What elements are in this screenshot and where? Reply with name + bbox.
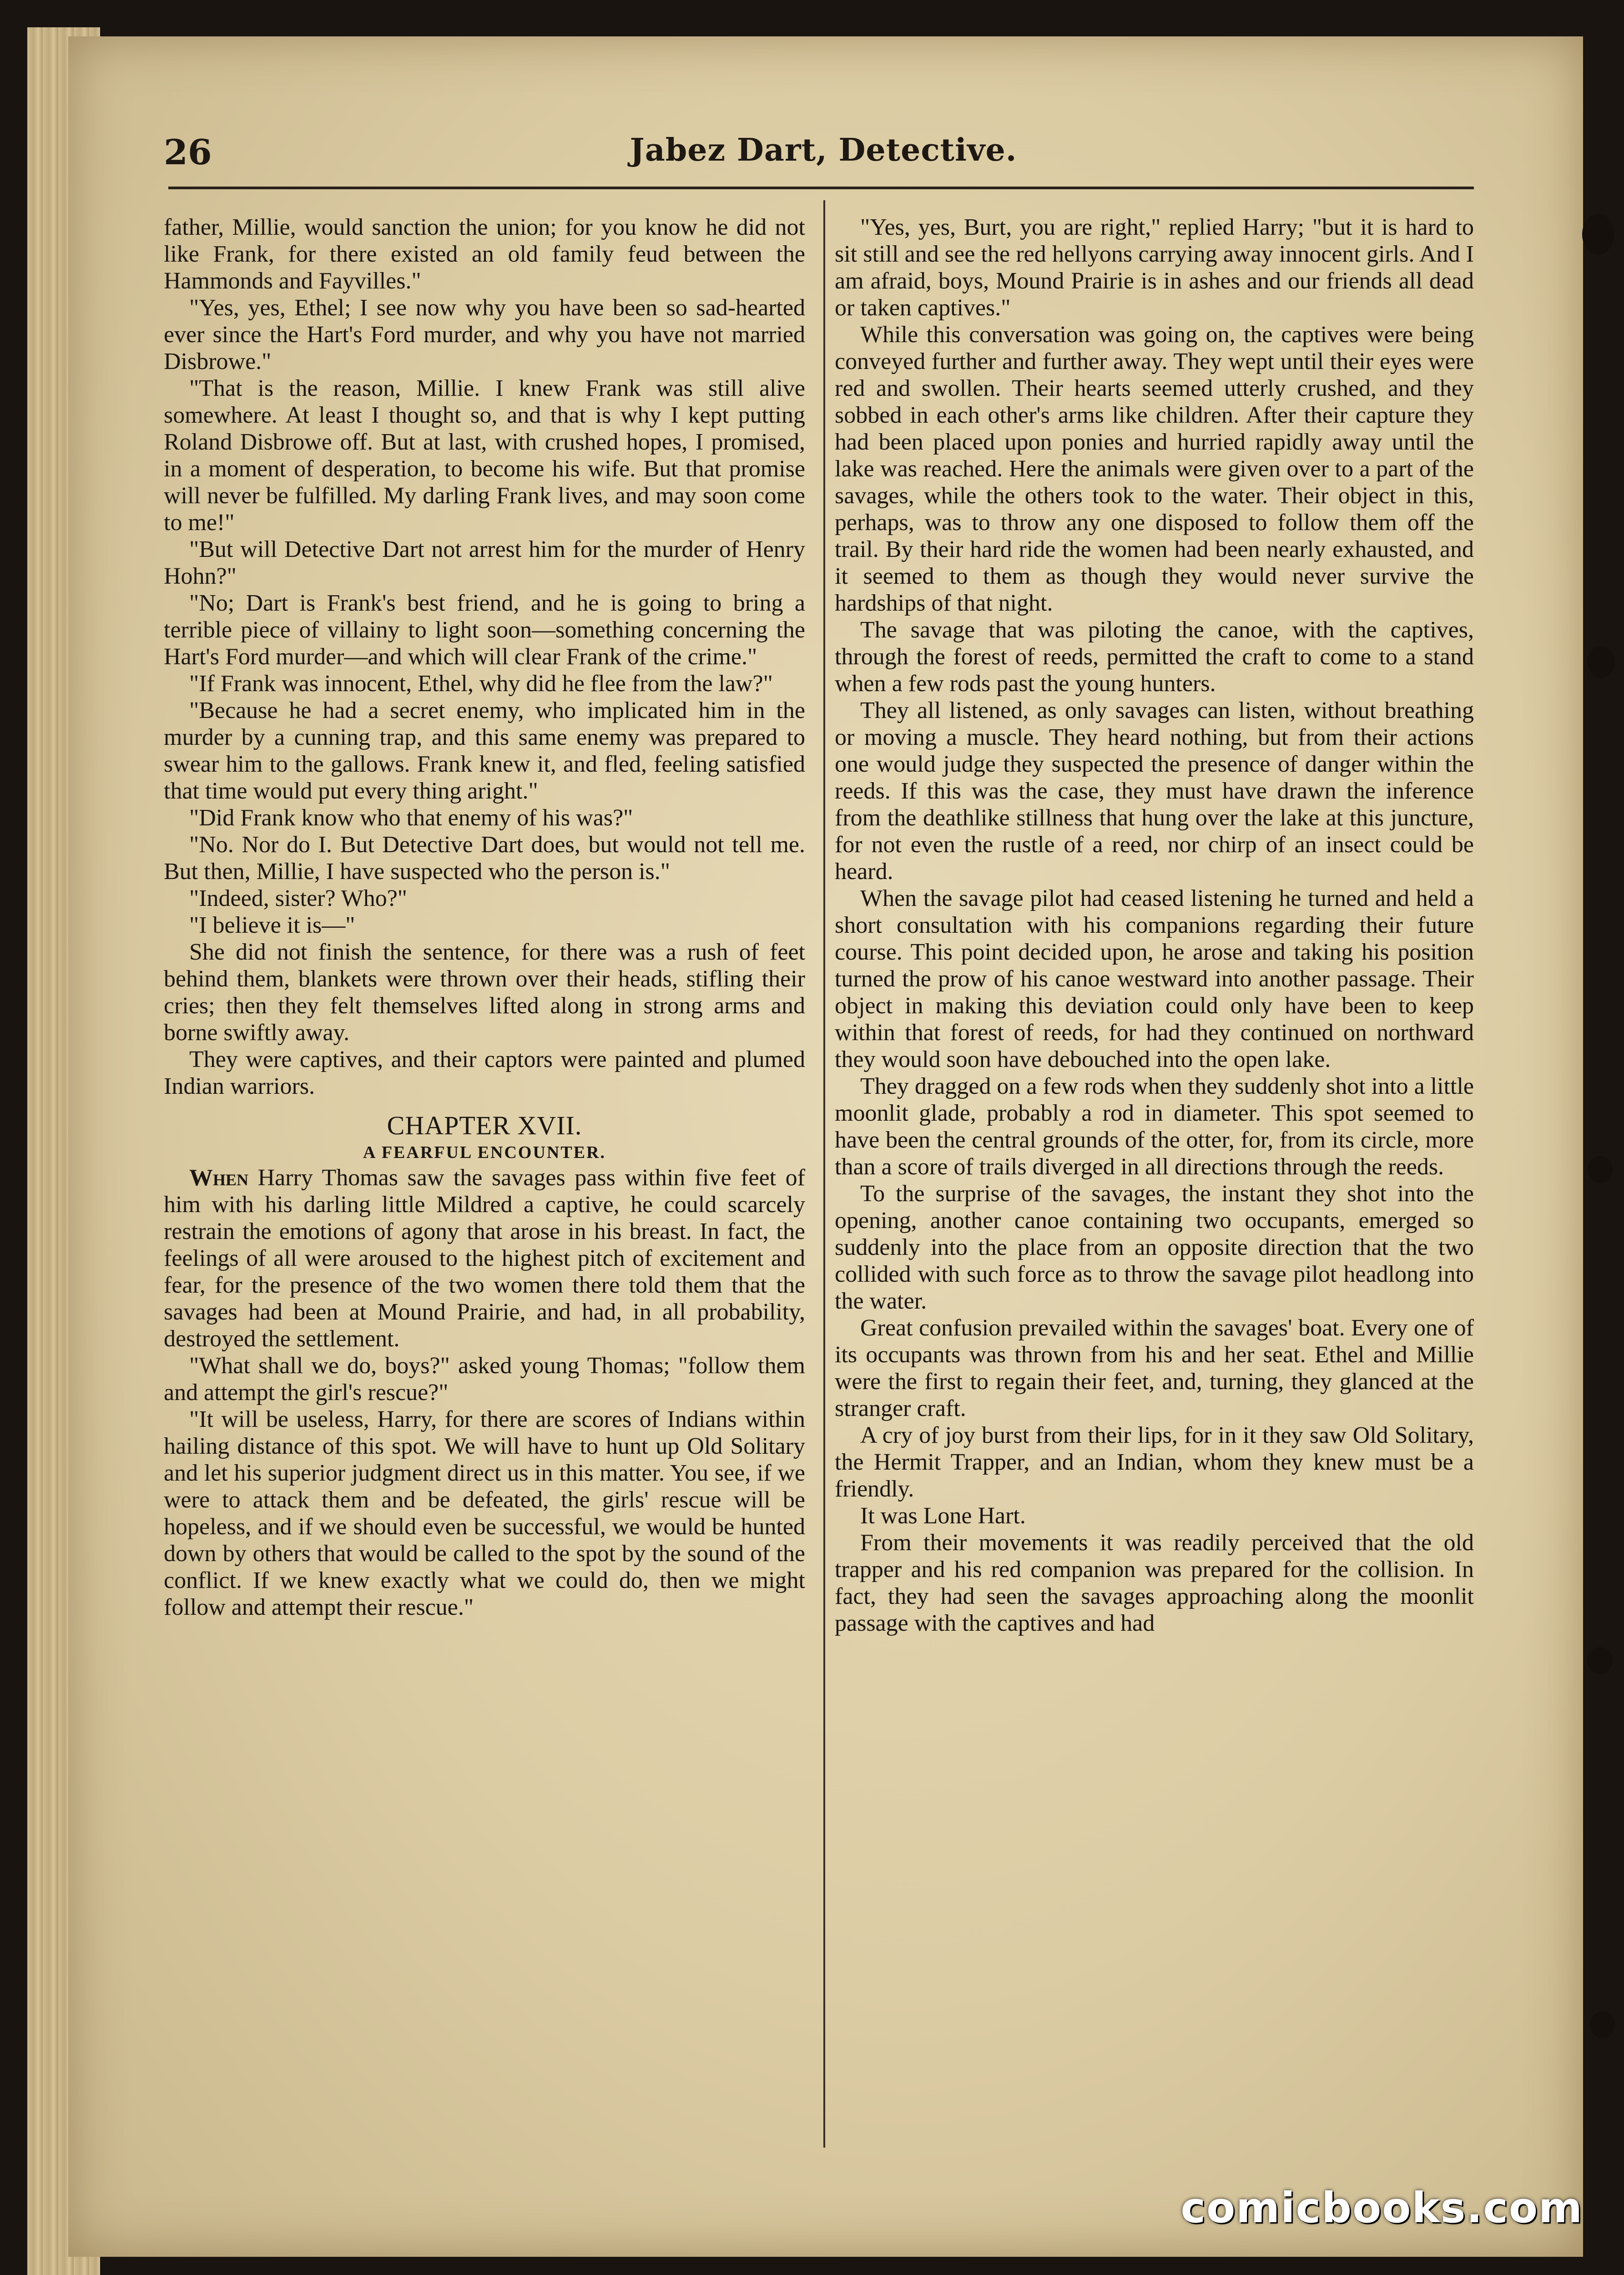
- paragraph: father, Millie, would sanction the union; for you know he did not like Frank, for there existed an old family feud between the Hammonds and Fayvilles.": [164, 214, 805, 294]
- paragraph: While this conversation was going on, the captives were being conveyed further and further away. They wept until their eyes were red and swollen. Their hearts seemed utterly crushed, and they sobbed in each other's arms like children. After their capture they had been placed upon ponies and hurried rapidly away until the lake was reached. Here the animals were given over to a part of the savages, while the others took to the water. Their object in this, perhaps, was to throw any one disposed to follow them off the trail. By their hard ride the women had been nearly exhausted, and it seemed to them as though they would never survive the hardships of that night.: [835, 322, 1474, 616]
- binding-hole: [1590, 2011, 1615, 2038]
- paragraph: They dragged on a few rods when they suddenly shot into a little moonlit glade, probably a rod in diameter. This spot seemed to have been the central grounds of the otter, for, from its circle, more than a score of trails diverged in all directions through the reeds.: [835, 1073, 1474, 1180]
- paragraph: They all listened, as only savages can listen, without breathing or moving a muscle. They heard nothing, but from their actions one would judge they suspected the presence of danger within the reeds. If this was the case, they must have drawn the inference from the deathlike stillness that hung over the lake at this juncture, for not even the rustle of a reed, nor chirp of an insect could be heard.: [835, 698, 1474, 885]
- chapter-opening-text: Harry Thomas saw the savages pass within five feet of him with his darling little Mildred a captive, he could scarcely restrain the emotions of agony that arose in his breast. In fact, the feelings of all were aroused to the highest pitch of excitement and fear, for the presence of the two women there told them that the savages had been at Mound Prairie, and had, in all probability, destroyed the settlement.: [164, 1165, 805, 1352]
- running-title: Jabez Dart, Detective.: [630, 132, 1017, 168]
- paragraph: It was Lone Hart.: [860, 1503, 1026, 1529]
- running-head: [164, 132, 1474, 182]
- paragraph: She did not finish the sentence, for there was a rush of feet behind them, blankets were thrown over their heads, stifling their cries; then they felt themselves lifted along in strong arms and borne swiftly away.: [164, 939, 805, 1046]
- binding-hole: [1588, 1647, 1613, 1674]
- paragraph: "If Frank was innocent, Ethel, why did he flee from the law?": [189, 671, 773, 697]
- chapter-opening-paragraph: [164, 1164, 805, 1352]
- column-divider: [823, 200, 825, 2148]
- chapter-first-word: When: [189, 1165, 249, 1191]
- right-column: [835, 214, 1474, 2166]
- paragraph: They were captives, and their captors were painted and plumed Indian warriors.: [164, 1046, 805, 1099]
- paragraph: "Indeed, sister? Who?": [189, 885, 407, 911]
- paragraph: A cry of joy burst from their lips, for in it they saw Old Solitary, the Hermit Trapper, and an Indian, whom they knew must be a friendly.: [835, 1422, 1474, 1502]
- paragraph: Great confusion prevailed within the savages' boat. Every one of its occupants was thrown from his and her seat. Ethel and Millie were the first to regain their feet, and, turning, they glanced at the stranger craft.: [835, 1315, 1474, 1421]
- paragraph: "Did Frank know who that enemy of his was?": [189, 805, 633, 831]
- paragraph: "Yes, yes, Burt, you are right," replied Harry; "but it is hard to sit still and see the red hellyons carrying away innocent girls. And I am afraid, boys, Mound Prairie is in ashes and our friends all dead or taken captives.": [835, 214, 1474, 321]
- binding-hole: [1588, 646, 1615, 678]
- binding-hole: [1588, 1156, 1613, 1183]
- paragraph: "Yes, yes, Ethel; I see now why you have been so sad-hearted ever since the Hart's Ford murder, and why you have not married Disbrowe.": [164, 295, 805, 374]
- paragraph: "But will Detective Dart not arrest him for the murder of Henry Hohn?": [164, 536, 805, 589]
- paragraph: The savage that was piloting the canoe, with the captives, through the forest of reeds, permitted the craft to come to a stand when a few rods past the young hunters.: [835, 617, 1474, 697]
- left-column: [164, 214, 805, 2166]
- page-number: 26: [164, 132, 212, 172]
- chapter-subtitle: A FEARFUL ENCOUNTER.: [363, 1143, 606, 1162]
- paragraph: From their movements it was readily perceived that the old trapper and his red companion was prepared for the collision. In fact, they had seen the savages approaching along the moonlit passage with the captives and had: [835, 1530, 1474, 1636]
- paragraph: "It will be useless, Harry, for there are scores of Indians within hailing distance of this spot. We will have to hunt up Old Solitary and let his superior judgment direct us in this matter. You see, if we were to attack them and be defeated, the girls' rescue will be hopeless, and if we should even be successful, we would be hunted down by others that would be called to the spot by the sound of the conflict. If we knew exactly what we could do, then we might follow and attempt their rescue.": [164, 1406, 805, 1620]
- paragraph: To the surprise of the savages, the instant they shot into the opening, another canoe containing two occupants, emerged so suddenly into the place from an opposite direction that the two collided with such force as to throw the savage pilot headlong into the water.: [835, 1181, 1474, 1314]
- paragraph: "Because he had a secret enemy, who implicated him in the murder by a cunning trap, and this same enemy was prepared to swear him to the gallows. Frank knew it, and fled, feeling satisfied that time would put every thing aright.": [164, 698, 805, 804]
- paragraph: "No. Nor do I. But Detective Dart does, but would not tell me. But then, Millie, I have suspected who the person is.": [164, 832, 805, 885]
- chapter-title: CHAPTER XVII.: [387, 1111, 582, 1140]
- paragraph: "What shall we do, boys?" asked young Thomas; "follow them and attempt the girl's rescue?": [164, 1353, 805, 1405]
- paragraph: When the savage pilot had ceased listening he turned and held a short consultation with his companions regarding their future course. This point decided upon, he arose and taking his position turned the prow of his canoe westward into another passage. Their object in making this deviation could only have been to keep within that forest of reeds, for had they continued on northward they would soon have debouched into the open lake.: [835, 885, 1474, 1072]
- binding-hole: [1582, 214, 1614, 255]
- header-rule: [168, 187, 1474, 189]
- paragraph: "No; Dart is Frank's best friend, and he is going to bring a terrible piece of villainy to light soon—something concerning the Hart's Ford murder—and which will clear Frank of the crime.": [164, 590, 805, 670]
- site-watermark: comicbooks.com: [1180, 2184, 1583, 2232]
- paragraph: "That is the reason, Millie. I knew Frank was still alive somewhere. At least I thought so, and that is why I kept putting Roland Disbrowe off. But at last, with crushed hopes, I promised, in a moment of desperation, to become his wife. But that promise will never be fulfilled. My darling Frank lives, and may soon come to me!": [164, 375, 805, 536]
- paragraph: "I believe it is—": [189, 912, 355, 938]
